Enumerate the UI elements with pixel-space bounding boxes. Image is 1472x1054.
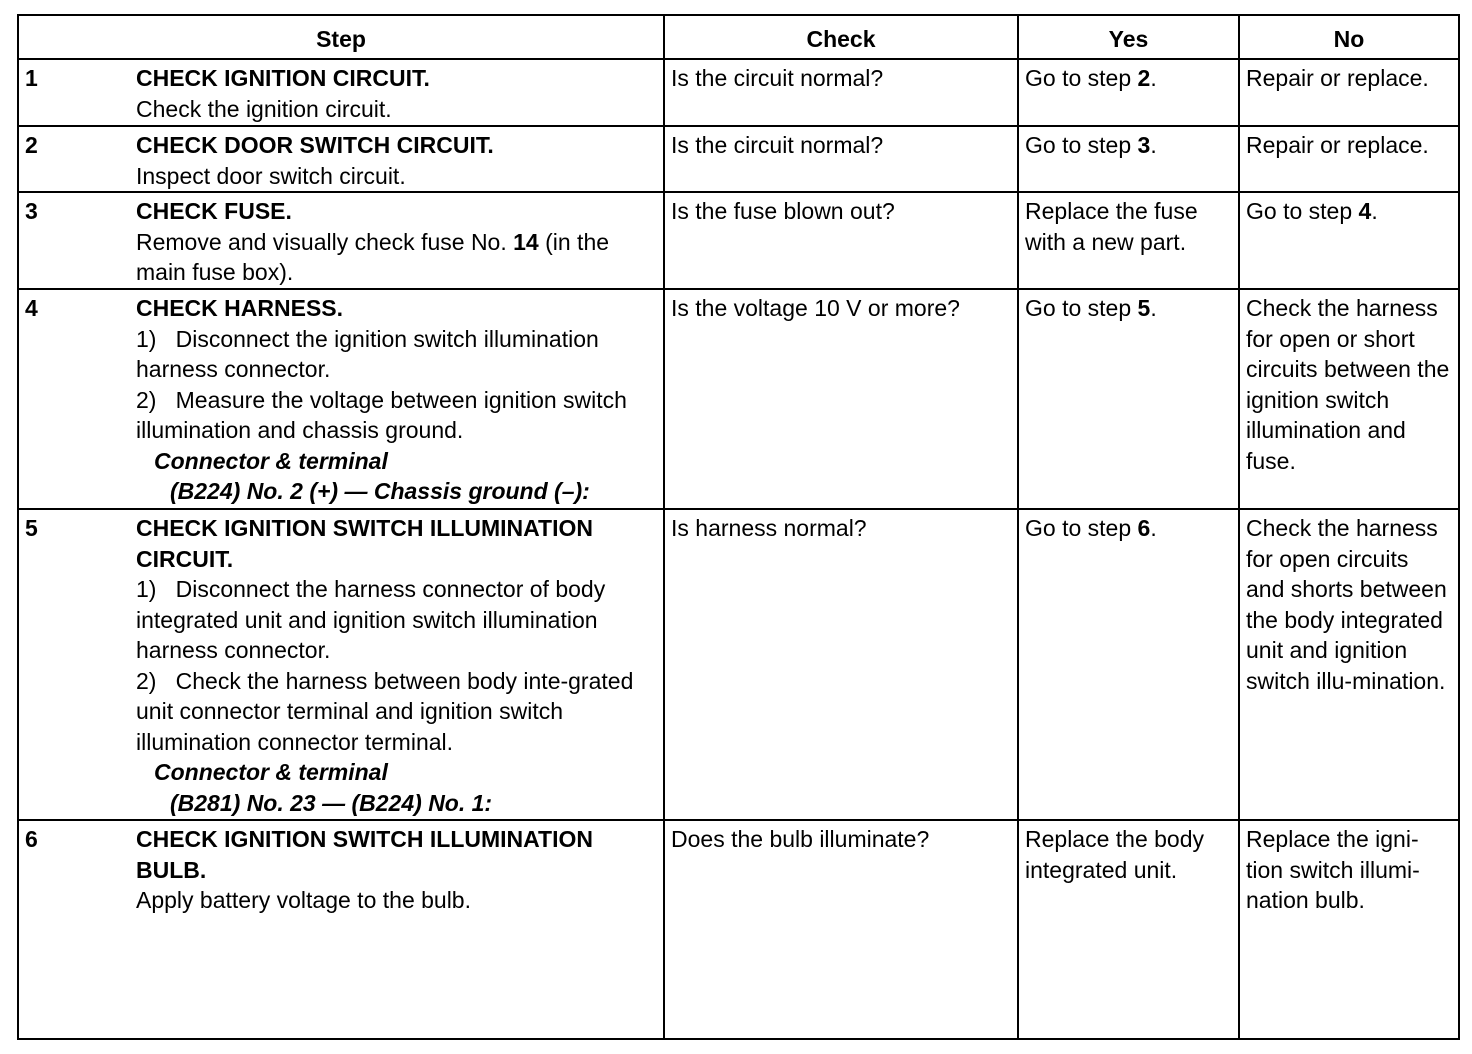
table-row xyxy=(18,59,1459,126)
step-title: CHECK HARNESS. xyxy=(136,295,344,321)
table-row xyxy=(18,126,1459,192)
diagnostic-procedure-page xyxy=(17,14,1458,1036)
step-number: 2 xyxy=(18,126,136,192)
substep-text: Measure the voltage between ignition switch illumination and chassis ground. xyxy=(136,386,627,443)
substep xyxy=(136,385,657,446)
step-title: CHECK IGNITION SWITCH ILLUMINATION xyxy=(136,826,593,852)
no-cell: Check the harness for open or short circuits between the ignition switch illumination and fuse. xyxy=(1239,289,1459,509)
no-cell xyxy=(1239,192,1459,289)
check-cell: Is the fuse blown out? xyxy=(664,192,1018,289)
table-row xyxy=(18,820,1459,1039)
header-row xyxy=(18,15,1459,59)
check-cell: Is the voltage 10 V or more? xyxy=(664,289,1018,509)
yes-cell xyxy=(1018,126,1239,192)
table-row xyxy=(18,192,1459,289)
table-row xyxy=(18,509,1459,820)
step-number: 1 xyxy=(18,59,136,126)
step-number: 5 xyxy=(18,509,136,820)
step-cell xyxy=(136,509,664,820)
yes-suffix: . xyxy=(1150,132,1157,158)
step-cell xyxy=(136,192,664,289)
step-text xyxy=(136,227,657,288)
yes-step-ref: 6 xyxy=(1137,515,1151,541)
step-text: Apply battery voltage to the bulb. xyxy=(136,887,471,913)
header-no: No xyxy=(1239,15,1459,59)
substep-number: 1) xyxy=(136,576,157,602)
yes-text: Go to step xyxy=(1025,132,1138,158)
yes-text: Go to step xyxy=(1025,295,1138,321)
yes-cell xyxy=(1018,59,1239,126)
substep-text: Check the harness between body inte-grated unit connector terminal and ignition switch illumination connector terminal. xyxy=(136,667,634,755)
no-step-ref: 4 xyxy=(1358,198,1372,224)
substep xyxy=(136,666,657,758)
yes-step-ref: 3 xyxy=(1137,132,1151,158)
table-row xyxy=(18,289,1459,509)
substep-number: 2) xyxy=(136,386,157,413)
step-number: 3 xyxy=(18,192,136,289)
yes-cell: Replace the fuse with a new part. xyxy=(1018,192,1239,289)
step-number: 4 xyxy=(18,289,136,509)
step-title-continued: BULB. xyxy=(136,856,207,883)
yes-step-ref: 2 xyxy=(1137,65,1151,91)
fuse-number: 14 xyxy=(513,228,539,255)
yes-text: Go to step xyxy=(1025,65,1138,91)
no-cell: Repair or replace. xyxy=(1239,59,1459,126)
connector-value: (B224) No. 2 (+) — Chassis ground (–): xyxy=(170,478,590,504)
yes-suffix: . xyxy=(1150,515,1157,541)
step-cell xyxy=(136,126,664,192)
step-text-part: Remove and visually check fuse No. xyxy=(136,228,514,255)
header-yes: Yes xyxy=(1018,15,1239,59)
step-number: 6 xyxy=(18,820,136,1039)
step-text-part: (in the main fuse box). xyxy=(136,228,610,285)
yes-cell: Replace the body integrated unit. xyxy=(1018,820,1239,1039)
substep-number: 1) xyxy=(136,325,157,352)
diagnostic-table xyxy=(17,14,1460,1040)
substep xyxy=(136,574,657,666)
step-title: CHECK IGNITION CIRCUIT. xyxy=(136,65,430,91)
substep-number: 2) xyxy=(136,667,157,694)
check-cell: Is harness normal? xyxy=(664,509,1018,820)
step-text: Check the ignition circuit. xyxy=(136,95,392,122)
yes-cell xyxy=(1018,289,1239,509)
check-cell: Is the circuit normal? xyxy=(664,59,1018,126)
step-title: CHECK FUSE. xyxy=(136,198,292,224)
no-suffix: . xyxy=(1371,198,1378,224)
step-cell xyxy=(136,820,664,1039)
no-cell: Check the harness for open circuits and shorts between the body integrated unit and ignition switch illu-mination. xyxy=(1239,509,1459,820)
substep-text: Disconnect the harness connector of body integrated unit and ignition switch illumination harness connector. xyxy=(136,576,606,663)
step-cell xyxy=(136,59,664,126)
yes-suffix: . xyxy=(1150,65,1157,91)
no-text: Go to step xyxy=(1246,198,1359,224)
substep xyxy=(136,324,657,385)
check-cell: Is the circuit normal? xyxy=(664,126,1018,192)
yes-suffix: . xyxy=(1150,295,1157,321)
header-step: Step xyxy=(18,15,664,59)
yes-cell xyxy=(1018,509,1239,820)
no-cell: Repair or replace. xyxy=(1239,126,1459,192)
step-title: CHECK DOOR SWITCH CIRCUIT. xyxy=(136,132,494,158)
no-cell: Replace the igni-tion switch illumi-nation bulb. xyxy=(1239,820,1459,1039)
connector-label: Connector & terminal xyxy=(154,759,388,785)
step-text: Inspect door switch circuit. xyxy=(136,162,406,189)
yes-text: Go to step xyxy=(1025,515,1138,541)
step-cell xyxy=(136,289,664,509)
header-check: Check xyxy=(664,15,1018,59)
substep-text: Disconnect the ignition switch illumination harness connector. xyxy=(136,325,599,382)
connector-value: (B281) No. 23 — (B224) No. 1: xyxy=(170,789,493,816)
step-title-continued: CIRCUIT. xyxy=(136,545,234,572)
check-cell: Does the bulb illuminate? xyxy=(664,820,1018,1039)
connector-label: Connector & terminal xyxy=(154,447,388,474)
step-title: CHECK IGNITION SWITCH ILLUMINATION xyxy=(136,515,593,541)
yes-step-ref: 5 xyxy=(1137,295,1151,321)
